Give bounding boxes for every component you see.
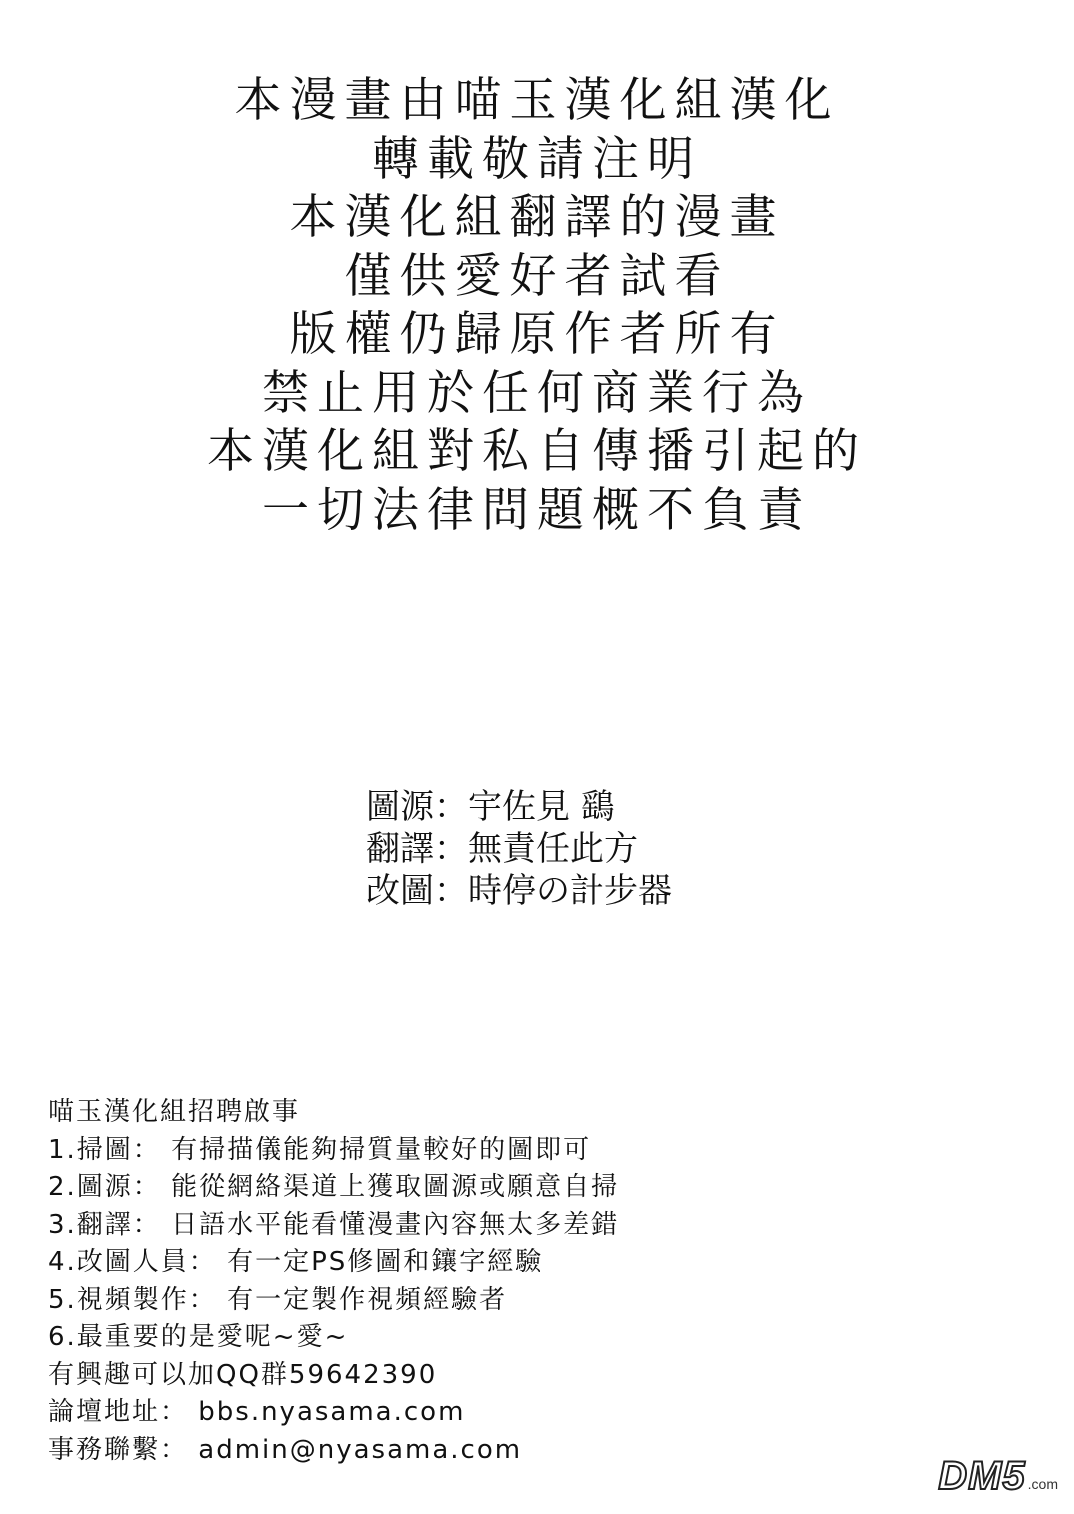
notice-line: 本漢化組翻譯的漫畫 <box>289 190 785 245</box>
notice-line: 轉載敬請注明 <box>372 131 702 187</box>
credit-value: 無責任此方 <box>468 829 638 869</box>
notice-line: 僅供愛好者試看 <box>344 248 730 304</box>
copyright-notice <box>0 72 1074 540</box>
credit-label: 翻譯： <box>366 829 468 869</box>
notice-line: 本漫畫由喵玉漢化組漢化 <box>234 73 840 128</box>
credit-editing <box>366 870 672 912</box>
credit-label: 改圖： <box>366 871 468 911</box>
recruitment-notice <box>48 1094 619 1469</box>
recruitment-item: 6.最重要的是愛呢~愛~ <box>48 1322 349 1352</box>
qq-group-line: 有興趣可以加QQ群59642390 <box>48 1359 438 1390</box>
dm5-watermark-logo <box>938 1456 1058 1496</box>
notice-line: 版權仍歸原作者所有 <box>289 307 785 362</box>
forum-address-line: 論壇地址： bbs.nyasama.com <box>48 1397 466 1427</box>
credit-translation <box>366 828 672 870</box>
recruitment-item: 3.翻譯： 日語水平能看懂漫畫內容無太多差錯 <box>48 1209 620 1240</box>
recruitment-item: 5.視頻製作： 有一定製作視頻經驗者 <box>48 1284 508 1315</box>
credit-source <box>366 786 672 828</box>
notice-line: 禁止用於任何商業行為 <box>262 365 812 421</box>
notice-line: 本漢化組對私自傳播引起的 <box>207 424 867 479</box>
credit-label: 圖源： <box>366 787 468 827</box>
recruitment-item: 1.掃圖： 有掃描儀能夠掃質量較好的圖即可 <box>48 1134 592 1165</box>
recruitment-title: 喵玉漢化組招聘啟事 <box>48 1097 301 1127</box>
watermark-domain-suffix: .com <box>1027 1476 1058 1492</box>
credit-value: 宇佐見 鷂 <box>468 787 615 827</box>
recruitment-item: 4.改圖人員： 有一定PS修圖和鑲字經驗 <box>48 1247 544 1277</box>
contact-email-line: 事務聯繫： admin@nyasama.com <box>48 1434 523 1465</box>
notice-line: 一切法律問題概不負責 <box>262 482 812 538</box>
recruitment-item: 2.圖源： 能從網絡渠道上獲取圖源或願意自掃 <box>48 1172 620 1202</box>
credit-value: 時停の計步器 <box>468 871 672 911</box>
watermark-logo-text: DM5 <box>938 1454 1026 1498</box>
credits-block <box>366 786 672 912</box>
